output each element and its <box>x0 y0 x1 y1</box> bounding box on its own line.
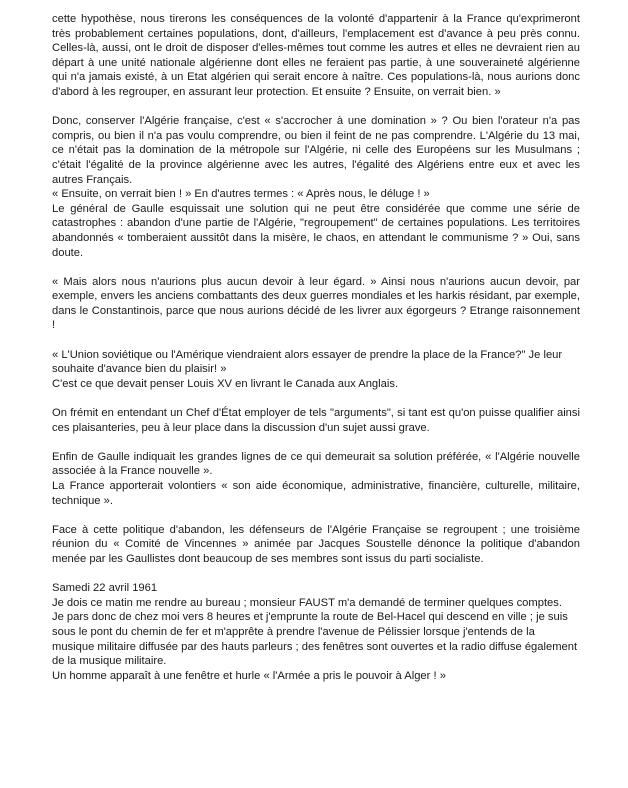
text-line: Le général de Gaulle esquissait une solution qui ne peut être considérée que comme une série de catastrophes : abandon d'une partie de l'Algérie, "regroupement" de certaines populations. Les territoires abandonnés « tomberaient aussitôt dans la misère, le chaos, en attendant le communisme ? » Oui, sans doute. <box>52 202 580 259</box>
paragraph-8 <box>52 581 580 683</box>
paragraph-gap <box>52 100 580 115</box>
text-line: La France apporterait volontiers « son aide économique, administrative, financière, culturelle, militaire, technique ». <box>52 480 580 507</box>
paragraph-2 <box>52 114 580 260</box>
text-line: Un homme apparaît à une fenêtre et hurle « l'Armée a pris le pouvoir à Alger ! » <box>52 669 446 682</box>
paragraph-gap <box>52 391 580 406</box>
text-line: Je dois ce matin me rendre au bureau ; monsieur FAUST m'a demandé de terminer quelques comptes. <box>52 596 562 609</box>
paragraph-gap <box>52 435 580 450</box>
paragraph-gap <box>52 567 580 582</box>
text-line: « Mais alors nous n'aurions plus aucun devoir à leur égard. » Ainsi nous n'aurions aucun devoir, par exemple, envers les anciens combattants des deux guerres mondiales et les harkis résidant, par exemple, dans le Constantinois, parce que nous aurions décidé de les livrer aux égorgeurs ? Etrange raisonnement ! <box>52 275 580 332</box>
paragraph-1 <box>52 12 580 100</box>
text-line: « Ensuite, on verrait bien ! » En d'autres termes : « Après nous, le déluge ! » <box>52 188 430 201</box>
text-line: cette hypothèse, nous tirerons les conséquences de la volonté d'appartenir à la France qu'exprimeront très probablement certaines populations, dont, d'ailleurs, l'emplacement est d'avance à peu près connu. Celles-là, aussi, ont le droit de disposer d'elles-mêmes tout comme les autres et elles ne devraient rien au départ à une unité nationale algérienne dont elles ne feraient pas partie, à une souveraineté algérienne qui n'a jamais existé, à un Etat algérien qui serait encore à naître. Ces populations-là, nous aurions donc d'abord à les regrouper, en assurant leur protection. Et ensuite ? Ensuite, on verrait bien. » <box>52 13 580 98</box>
date-heading: Samedi 22 avril 1961 <box>52 582 158 595</box>
paragraph-gap <box>52 333 580 348</box>
paragraph-4 <box>52 348 580 392</box>
paragraph-gap <box>52 260 580 275</box>
text-line: Face à cette politique d'abandon, les défenseurs de l'Algérie Française se regroupent ; une troisième réunion du « Comité de Vincennes » animée par Jacques Soustelle dénonce la politique d'abandon menée par les Gaullistes dont beaucoup de ses membres sont issus du parti socialiste. <box>52 523 580 565</box>
text-line: On frémit en entendant un Chef d'État employer de tels "arguments", si tant est qu'on puisse qualifier ainsi ces plaisanteries, peu à leur place dans la discussion d'un sujet aussi grave. <box>52 407 580 434</box>
paragraph-3 <box>52 275 580 333</box>
paragraph-7 <box>52 523 580 567</box>
paragraph-gap <box>52 508 580 523</box>
document-page <box>52 12 580 683</box>
paragraph-5 <box>52 406 580 435</box>
text-line: « L'Union soviétique ou l'Amérique viendraient alors essayer de prendre la place de la France?" Je leur souhaite d'avance bien du plaisir! » <box>52 348 563 376</box>
text-line: Enfin de Gaulle indiquait les grandes lignes de ce qui demeurait sa solution préférée, « l'Algérie nouvelle associée à la France nouvelle ». <box>52 450 580 478</box>
text-line: Je pars donc de chez moi vers 8 heures et j'emprunte la route de Bel-Hacel qui descend en ville ; je suis sous le pont du chemin de fer et m'apprête à prendre l'avenue de Pélissier lorsque j'entends de la musique militaire diffusée par des hauts parleurs ; des fenêtres sont ouvertes et la radio diffuse également de la musique militaire. <box>52 611 578 668</box>
text-line: Donc, conserver l'Algérie française, c'est « s'accrocher à une domination » ? Ou bien l'orateur n'a pas compris, ou bien il n'a pas voulu comprendre, ou bien il feint de ne pas comprendre. L'Algérie du 13 mai, ce n'était pas la domination de la métropole sur l'Algérie, ni celle des Européens sur les Musulmans ; c'était l'égalité de la province algérienne avec les autres, l'égalité des Algériens entre eux et avec les autres Français. <box>52 115 580 186</box>
paragraph-6 <box>52 450 580 508</box>
text-line: C'est ce que devait penser Louis XV en livrant le Canada aux Anglais. <box>52 377 399 390</box>
